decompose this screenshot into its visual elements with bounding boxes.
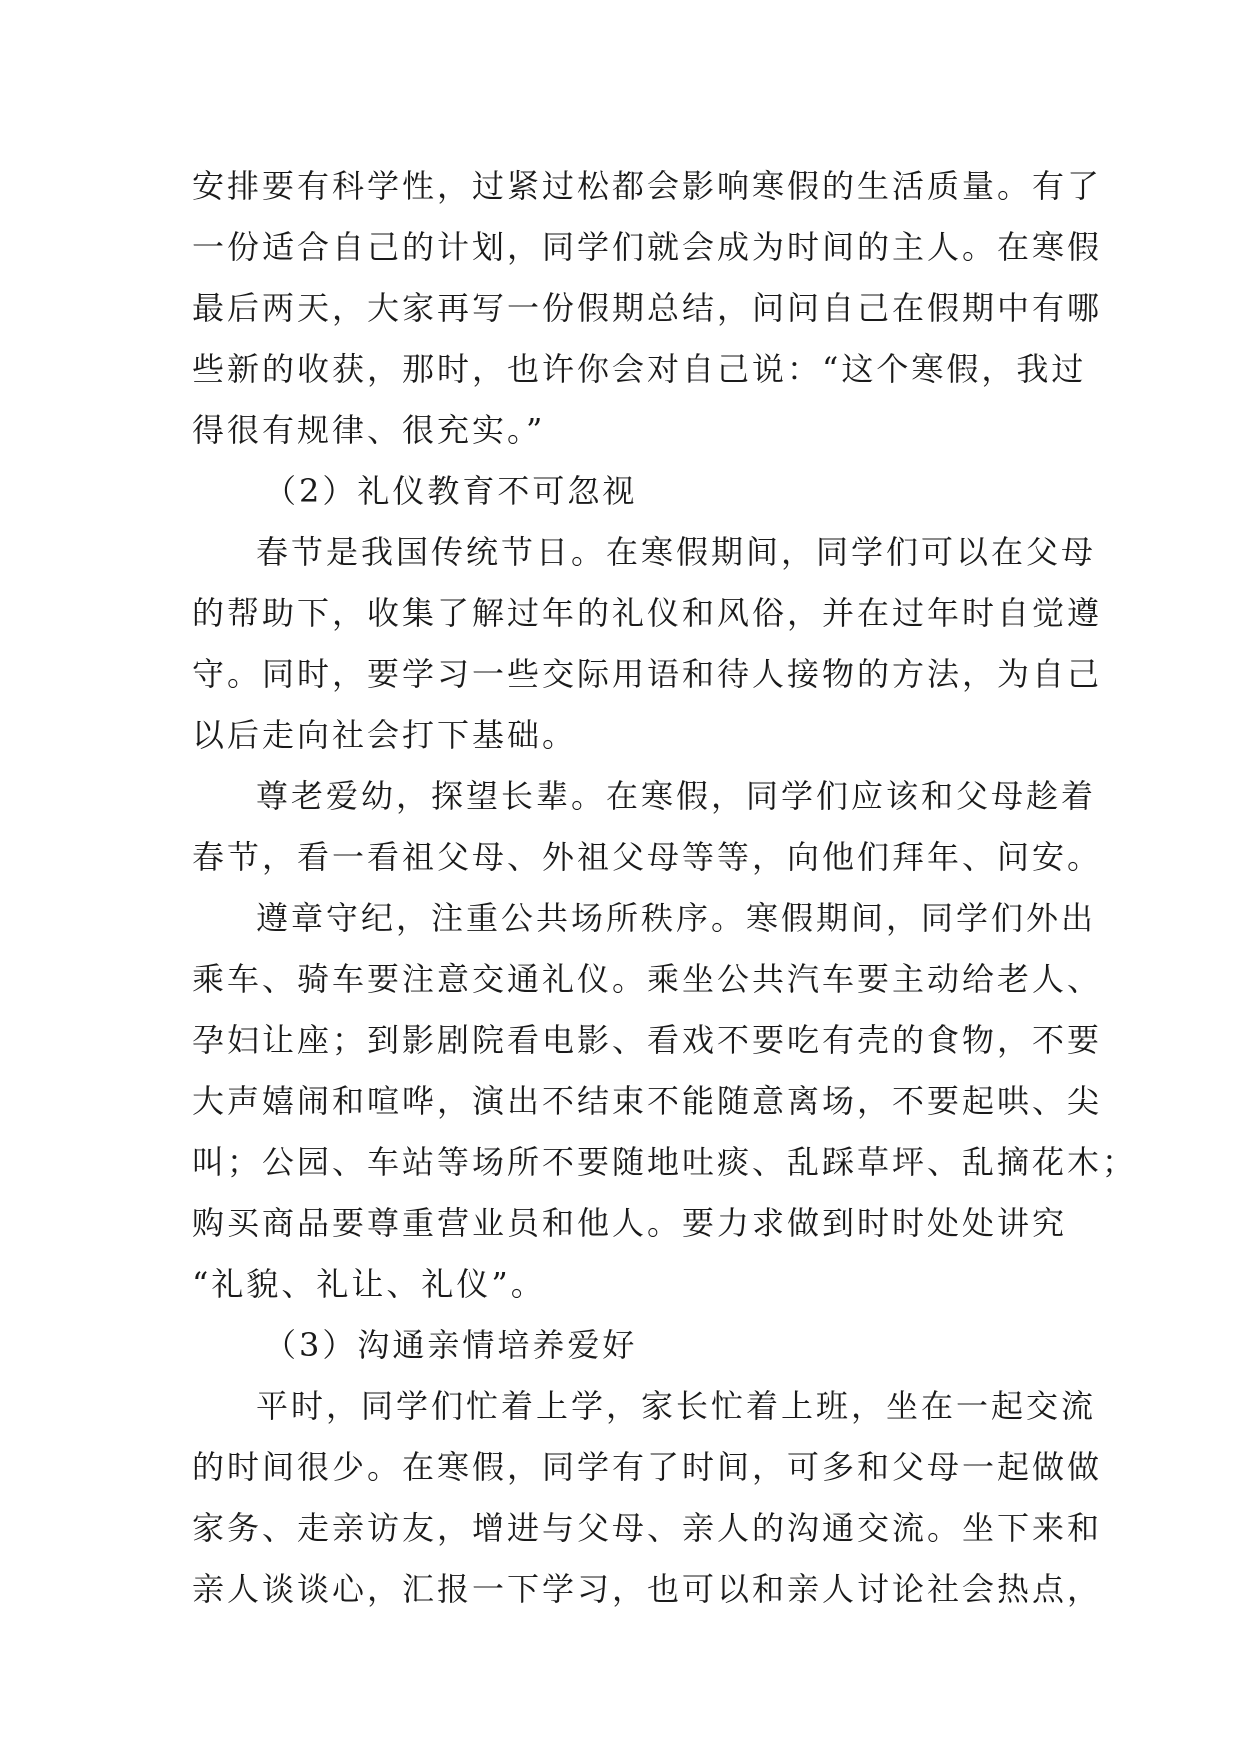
body-text-line: 春节，看一看祖父母、外祖父母等等，向他们拜年、问安。 [192,838,1103,876]
body-text-line: 大声嬉闹和喧哗，演出不结束不能随意离场，不要起哄、尖 [192,1082,1103,1120]
body-text-line: 最后两天，大家再写一份假期总结，问问自己在假期中有哪 [192,289,1103,327]
body-text-line: 些新的收获，那时，也许你会对自己说：“这个寒假，我过 [192,350,1087,388]
body-text-line: 安排要有科学性，过紧过松都会影响寒假的生活质量。有了 [192,167,1103,205]
section-heading-2: （2）礼仪教育不可忽视 [264,472,638,510]
body-text-line: 家务、走亲访友，增进与父母、亲人的沟通交流。坐下来和 [192,1509,1103,1547]
body-text-line: 以后走向社会打下基础。 [192,716,578,754]
body-text-line: 孕妇让座；到影剧院看电影、看戏不要吃有壳的食物，不要 [192,1021,1103,1059]
body-text-line: 一份适合自己的计划，同学们就会成为时间的主人。在寒假 [192,228,1103,266]
document-page [192,156,1138,1620]
paragraph-first-line: 遵章守纪，注重公共场所秩序。寒假期间，同学们外出 [256,899,1097,937]
paragraph-first-line: 春节是我国传统节日。在寒假期间，同学们可以在父母 [256,533,1097,571]
paragraph-first-line: 平时，同学们忙着上学，家长忙着上班，坐在一起交流 [256,1387,1097,1425]
body-text-line: “礼貌、礼让、礼仪”。 [192,1265,546,1303]
body-text-line: 的帮助下，收集了解过年的礼仪和风俗，并在过年时自觉遵 [192,594,1103,632]
body-text-line: 乘车、骑车要注意交通礼仪。乘坐公共汽车要主动给老人、 [192,960,1103,998]
body-text-line: 守。同时，要学习一些交际用语和待人接物的方法，为自己 [192,655,1103,693]
section-heading-3: （3）沟通亲情培养爱好 [264,1326,638,1364]
body-text-line: 购买商品要尊重营业员和他人。要力求做到时时处处讲究 [192,1204,1068,1242]
body-text-line: 的时间很少。在寒假，同学有了时间，可多和父母一起做做 [192,1448,1103,1486]
paragraph-first-line: 尊老爱幼，探望长辈。在寒假，同学们应该和父母趁着 [256,777,1097,815]
body-text-line: 亲人谈谈心，汇报一下学习，也可以和亲人讨论社会热点， [192,1570,1103,1608]
body-text-line: 叫；公园、车站等场所不要随地吐痰、乱踩草坪、乱摘花木； [192,1143,1138,1181]
body-text-line: 得很有规律、很充实。” [192,411,546,449]
